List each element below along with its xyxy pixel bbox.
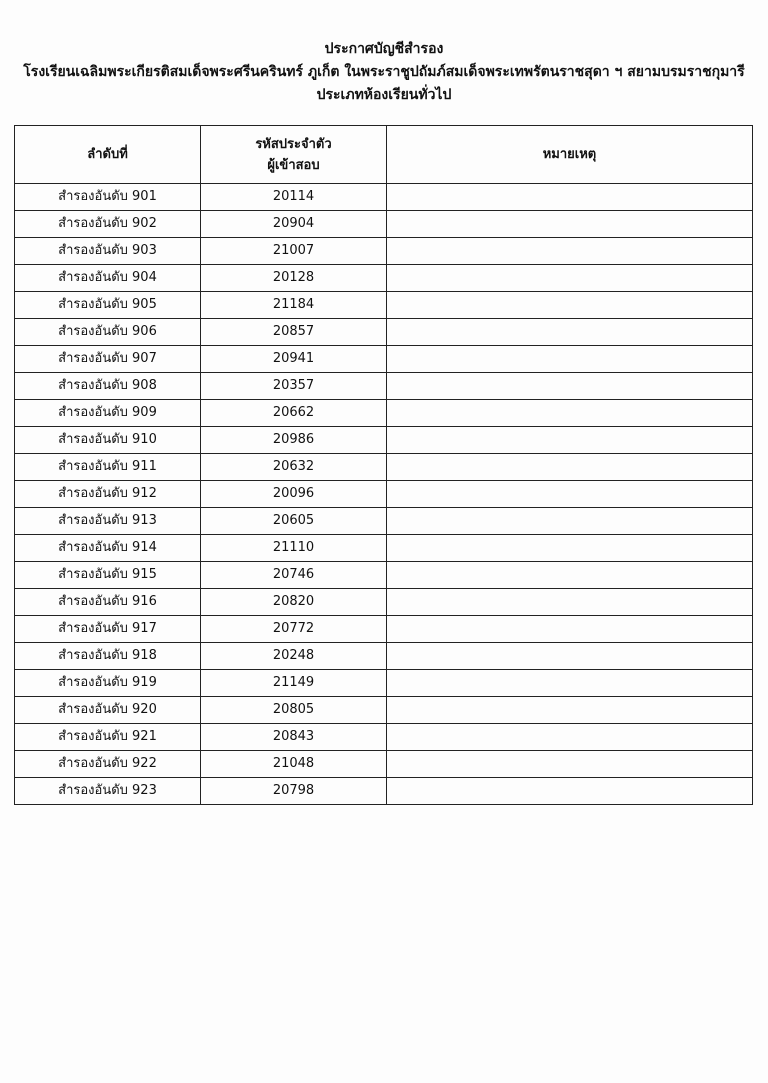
remark-cell (387, 454, 753, 481)
candidate-id-cell: 21110 (201, 535, 387, 562)
column-header-candidate-id-line2: ผู้เข้าสอบ (267, 157, 320, 173)
candidate-id-cell: 20662 (201, 400, 387, 427)
remark-cell (387, 481, 753, 508)
table-row (15, 562, 753, 589)
remark-cell (387, 319, 753, 346)
remark-cell (387, 697, 753, 724)
candidate-id-cell: 20128 (201, 265, 387, 292)
table-row (15, 643, 753, 670)
remark-cell (387, 616, 753, 643)
remark-cell (387, 508, 753, 535)
candidate-id-cell: 20805 (201, 697, 387, 724)
table-row (15, 292, 753, 319)
remark-cell (387, 265, 753, 292)
reserve-order-cell: สำรองอันดับ 919 (15, 670, 201, 697)
document-header (0, 38, 768, 107)
table-row (15, 535, 753, 562)
candidate-id-cell: 20904 (201, 211, 387, 238)
reserve-order-cell: สำรองอันดับ 923 (15, 778, 201, 805)
remark-cell (387, 184, 753, 211)
table-row (15, 454, 753, 481)
candidate-id-cell: 20605 (201, 508, 387, 535)
reserve-order-cell: สำรองอันดับ 911 (15, 454, 201, 481)
candidate-id-cell: 21149 (201, 670, 387, 697)
school-name: โรงเรียนเฉลิมพระเกียรติสมเด็จพระศรีนครินทร์ ภูเก็ต ในพระราชูปถัมภ์สมเด็จพระเทพรัตนราชสุดา ฯ สยามบรมราชกุมารี (23, 64, 745, 80)
candidate-id-cell: 20632 (201, 454, 387, 481)
reserve-order-cell: สำรองอันดับ 908 (15, 373, 201, 400)
candidate-id-cell: 20798 (201, 778, 387, 805)
candidate-id-cell: 20357 (201, 373, 387, 400)
reserve-order-cell: สำรองอันดับ 915 (15, 562, 201, 589)
remark-cell (387, 373, 753, 400)
remark-cell (387, 292, 753, 319)
table-row (15, 589, 753, 616)
remark-cell (387, 346, 753, 373)
reserve-order-cell: สำรองอันดับ 907 (15, 346, 201, 373)
table-row (15, 265, 753, 292)
reserve-order-cell: สำรองอันดับ 906 (15, 319, 201, 346)
table-row (15, 508, 753, 535)
reserve-order-cell: สำรองอันดับ 912 (15, 481, 201, 508)
remark-cell (387, 724, 753, 751)
table-row (15, 481, 753, 508)
candidate-id-cell: 20941 (201, 346, 387, 373)
column-header-remark: หมายเหตุ (387, 126, 753, 184)
candidate-id-cell: 20820 (201, 589, 387, 616)
remark-cell (387, 535, 753, 562)
candidate-id-cell: 21184 (201, 292, 387, 319)
reserve-order-cell: สำรองอันดับ 903 (15, 238, 201, 265)
reserve-order-cell: สำรองอันดับ 918 (15, 643, 201, 670)
remark-cell (387, 562, 753, 589)
candidate-id-cell: 20986 (201, 427, 387, 454)
reserve-order-cell: สำรองอันดับ 901 (15, 184, 201, 211)
table-row (15, 238, 753, 265)
candidate-id-cell: 20843 (201, 724, 387, 751)
candidate-id-cell: 20114 (201, 184, 387, 211)
reserve-order-cell: สำรองอันดับ 909 (15, 400, 201, 427)
candidate-id-cell: 20096 (201, 481, 387, 508)
table-header-row (15, 126, 753, 184)
reserve-order-cell: สำรองอันดับ 905 (15, 292, 201, 319)
reserve-list-table (14, 125, 753, 805)
reserve-order-cell: สำรองอันดับ 910 (15, 427, 201, 454)
table-row (15, 724, 753, 751)
table-row (15, 400, 753, 427)
reserve-order-cell: สำรองอันดับ 921 (15, 724, 201, 751)
candidate-id-cell: 20857 (201, 319, 387, 346)
table-row (15, 751, 753, 778)
remark-cell (387, 589, 753, 616)
table-row (15, 319, 753, 346)
table-row (15, 346, 753, 373)
table-row (15, 373, 753, 400)
reserve-order-cell: สำรองอันดับ 920 (15, 697, 201, 724)
remark-cell (387, 400, 753, 427)
column-header-candidate-id (201, 126, 387, 184)
remark-cell (387, 238, 753, 265)
table-row (15, 616, 753, 643)
table-row (15, 697, 753, 724)
table-body (15, 184, 753, 805)
table-row (15, 427, 753, 454)
table-row (15, 778, 753, 805)
candidate-id-cell: 20746 (201, 562, 387, 589)
reserve-order-cell: สำรองอันดับ 902 (15, 211, 201, 238)
reserve-order-cell: สำรองอันดับ 904 (15, 265, 201, 292)
page-title: ประกาศบัญชีสำรอง (324, 41, 444, 57)
remark-cell (387, 427, 753, 454)
table-row (15, 670, 753, 697)
column-header-candidate-id-line1: รหัสประจำตัว (255, 136, 332, 152)
candidate-id-cell: 20248 (201, 643, 387, 670)
candidate-id-cell: 20772 (201, 616, 387, 643)
remark-cell (387, 211, 753, 238)
reserve-order-cell: สำรองอันดับ 913 (15, 508, 201, 535)
reserve-order-cell: สำรองอันดับ 916 (15, 589, 201, 616)
column-header-order: ลำดับที่ (15, 126, 201, 184)
remark-cell (387, 643, 753, 670)
reserve-order-cell: สำรองอันดับ 922 (15, 751, 201, 778)
category-label: ประเภทห้องเรียนทั่วไป (316, 87, 452, 103)
candidate-id-cell: 21048 (201, 751, 387, 778)
remark-cell (387, 778, 753, 805)
reserve-order-cell: สำรองอันดับ 917 (15, 616, 201, 643)
remark-cell (387, 751, 753, 778)
candidate-id-cell: 21007 (201, 238, 387, 265)
reserve-order-cell: สำรองอันดับ 914 (15, 535, 201, 562)
table-row (15, 184, 753, 211)
remark-cell (387, 670, 753, 697)
table-row (15, 211, 753, 238)
